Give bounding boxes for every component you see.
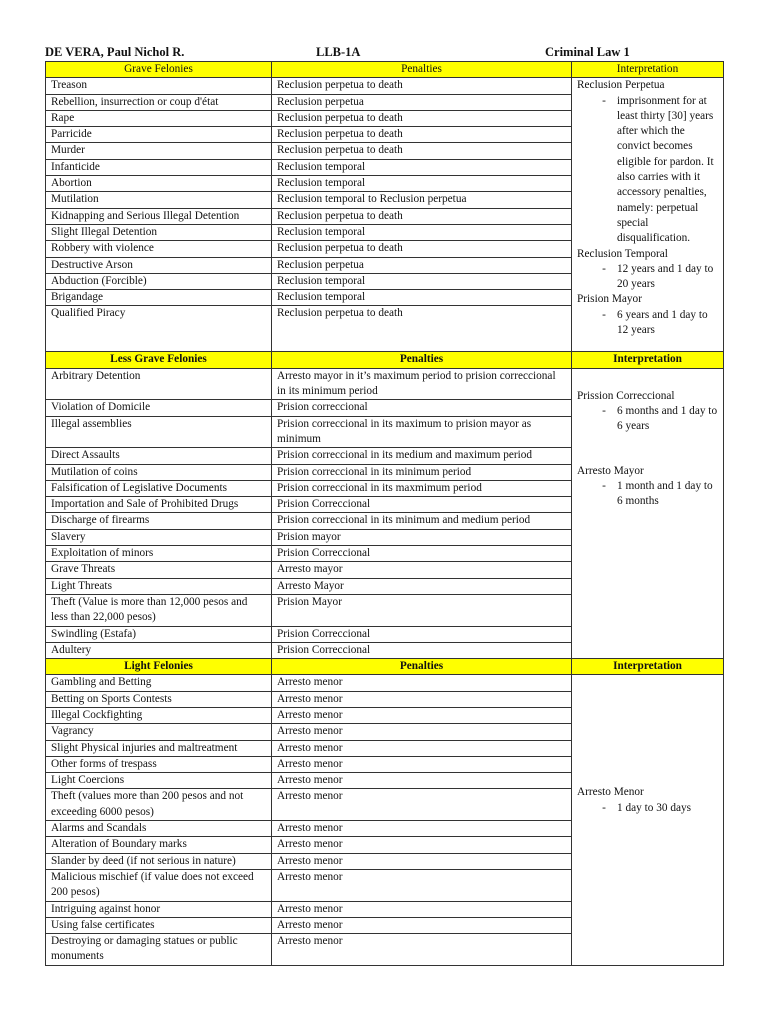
subject-title: Criminal Law 1 — [545, 45, 630, 59]
penalty: Reclusion perpetua to death — [272, 127, 572, 143]
dash-bullet-icon: - — [602, 479, 606, 492]
felony-name: Swindling (Estafa) — [46, 626, 272, 642]
felony-name: Slight Physical injuries and maltreatment — [46, 740, 272, 756]
felony-name: Qualified Piracy — [46, 306, 272, 352]
felony-name: Grave Threats — [46, 562, 272, 578]
grave-penalties-heading: Penalties — [272, 62, 572, 78]
felony-name: Exploitation of minors — [46, 546, 272, 562]
table-row — [46, 368, 724, 400]
less-grave-interpretation-heading: Interpretation — [572, 352, 724, 368]
interpretation-term: Reclusion Perpetua — [577, 79, 665, 92]
dash-bullet-icon: - — [602, 94, 606, 107]
penalty: Arresto menor — [272, 756, 572, 772]
penalty: Prision correccional in its medium and maximum period — [272, 448, 572, 464]
felony-name: Rape — [46, 110, 272, 126]
felony-name: Malicious mischief (if value does not exceed 200 pesos) — [46, 869, 272, 901]
penalty: Reclusion temporal to Reclusion perpetua — [272, 192, 572, 208]
dash-bullet-icon: - — [602, 801, 606, 814]
penalty: Reclusion perpetua to death — [272, 78, 572, 94]
penalty: Arresto menor — [272, 675, 572, 691]
penalty: Reclusion perpetua to death — [272, 208, 572, 224]
felony-name: Illegal Cockfighting — [46, 707, 272, 723]
penalty: Arresto menor — [272, 837, 572, 853]
interpretation-term: Prission Correccional — [577, 389, 675, 402]
felony-name: Abortion — [46, 176, 272, 192]
interpretation-description: 1 month and 1 day to 6 months — [617, 479, 713, 508]
interpretation-description: imprisonment for at least thirty [30] years after which the convict becomes eligible for pardon. It also carries with it accessory penalties, namely: perpetual special disqualification. — [617, 94, 714, 245]
interpretation-description: 1 day to 30 days — [617, 801, 692, 814]
student-name: DE VERA, Paul Nichol R. — [45, 45, 185, 59]
felony-name: Vagrancy — [46, 724, 272, 740]
felony-name: Destroying or damaging statues or public monuments — [46, 934, 272, 966]
penalty: Reclusion temporal — [272, 176, 572, 192]
grave-heading: Grave Felonies — [46, 62, 272, 78]
penalty: Reclusion temporal — [272, 159, 572, 175]
light-penalties-heading: Penalties — [272, 659, 572, 675]
penalty: Reclusion perpetua to death — [272, 143, 572, 159]
grave-section-header — [46, 62, 724, 78]
felony-name: Treason — [46, 78, 272, 94]
penalty: Reclusion perpetua to death — [272, 110, 572, 126]
felony-name: Murder — [46, 143, 272, 159]
penalty: Reclusion perpetua to death — [272, 306, 572, 352]
interpretation-item — [577, 479, 718, 510]
penalty: Arresto menor — [272, 901, 572, 917]
penalty: Prision correccional in its maxmimum period — [272, 480, 572, 496]
penalty: Prision Correccional — [272, 546, 572, 562]
table-row — [46, 675, 724, 691]
felony-name: Slavery — [46, 529, 272, 545]
penalty: Prision Mayor — [272, 594, 572, 626]
penalty: Arresto mayor — [272, 562, 572, 578]
felony-name: Falsification of Legislative Documents — [46, 480, 272, 496]
felony-name: Alteration of Boundary marks — [46, 837, 272, 853]
penalty: Arresto menor — [272, 917, 572, 933]
interpretation-item — [577, 308, 718, 339]
felony-name: Illegal assemblies — [46, 416, 272, 448]
penalty: Arresto menor — [272, 773, 572, 789]
penalty: Reclusion temporal — [272, 290, 572, 306]
less-grave-penalties-heading: Penalties — [272, 352, 572, 368]
less-grave-interpretation — [572, 368, 724, 658]
penalty: Reclusion perpetua to death — [272, 241, 572, 257]
felony-name: Other forms of trespass — [46, 756, 272, 772]
felony-name: Discharge of firearms — [46, 513, 272, 529]
felony-name: Slander by deed (if not serious in nature) — [46, 853, 272, 869]
interpretation-term: Prision Mayor — [577, 293, 642, 306]
penalty: Prision Correccional — [272, 497, 572, 513]
penalty: Reclusion perpetua — [272, 94, 572, 110]
interpretation-term: Arresto Mayor — [577, 464, 644, 477]
felony-name: Theft (values more than 200 pesos and not exceeding 6000 pesos) — [46, 789, 272, 821]
felony-name: Abduction (Forcible) — [46, 273, 272, 289]
felony-name: Destructive Arson — [46, 257, 272, 273]
interpretation-item — [577, 94, 718, 247]
felony-name: Parricide — [46, 127, 272, 143]
penalty: Reclusion temporal — [272, 273, 572, 289]
felony-name: Betting on Sports Contests — [46, 691, 272, 707]
felony-name: Rebellion, insurrection or coup d'état — [46, 94, 272, 110]
penalty: Arresto menor — [272, 724, 572, 740]
light-interpretation — [572, 675, 724, 965]
interpretation-term: Arresto Menor — [577, 786, 644, 799]
felony-name: Slight Illegal Detention — [46, 224, 272, 240]
felony-name: Gambling and Betting — [46, 675, 272, 691]
penalty: Prision correccional — [272, 400, 572, 416]
felony-name: Kidnapping and Serious Illegal Detention — [46, 208, 272, 224]
felony-name: Importation and Sale of Prohibited Drugs — [46, 497, 272, 513]
dash-bullet-icon: - — [602, 405, 606, 418]
penalty: Prision correccional in its maximum to prision mayor as minimum — [272, 416, 572, 448]
felony-name: Robbery with violence — [46, 241, 272, 257]
penalty: Arresto menor — [272, 821, 572, 837]
less-grave-section-header — [46, 352, 724, 368]
penalty: Arresto menor — [272, 853, 572, 869]
penalty: Reclusion perpetua — [272, 257, 572, 273]
interpretation-description: 6 months and 1 day to 6 years — [617, 405, 718, 433]
penalty: Arresto menor — [272, 691, 572, 707]
felony-name: Light Coercions — [46, 773, 272, 789]
light-interpretation-heading: Interpretation — [572, 659, 724, 675]
penalty: Prision correccional in its minimum period — [272, 464, 572, 480]
penalty: Arresto menor — [272, 934, 572, 966]
penalty: Prision Correccional — [272, 626, 572, 642]
penalty: Arresto menor — [272, 869, 572, 901]
table-row — [46, 78, 724, 94]
felony-name: Intriguing against honor — [46, 901, 272, 917]
penalty: Arresto menor — [272, 707, 572, 723]
light-heading: Light Felonies — [46, 659, 272, 675]
penalty: Reclusion temporal — [272, 224, 572, 240]
dash-bullet-icon: - — [602, 308, 606, 321]
felony-name: Adultery — [46, 642, 272, 658]
felony-name: Direct Assaults — [46, 448, 272, 464]
document-header — [45, 45, 725, 61]
penalty: Arresto menor — [272, 740, 572, 756]
interpretation-item — [577, 262, 718, 293]
interpretation-item — [577, 404, 718, 435]
interpretation-item — [577, 801, 718, 816]
felony-name: Alarms and Scandals — [46, 821, 272, 837]
grave-interpretation-heading: Interpretation — [572, 62, 724, 78]
less-grave-heading: Less Grave Felonies — [46, 352, 272, 368]
penalty: Arresto Mayor — [272, 578, 572, 594]
interpretation-term: Reclusion Temporal — [577, 247, 668, 260]
course-code: LLB-1A — [316, 45, 361, 59]
felony-name: Using false certificates — [46, 917, 272, 933]
felony-name: Theft (Value is more than 12,000 pesos and less than 22,000 pesos) — [46, 594, 272, 626]
dash-bullet-icon: - — [602, 262, 606, 275]
penalty: Arresto menor — [272, 789, 572, 821]
felonies-table — [45, 61, 724, 966]
penalty: Prision mayor — [272, 529, 572, 545]
penalty: Prision Correccional — [272, 642, 572, 658]
interpretation-description: 6 years and 1 day to 12 years — [617, 308, 708, 337]
felony-name: Infanticide — [46, 159, 272, 175]
felony-name: Mutilation — [46, 192, 272, 208]
felony-name: Brigandage — [46, 290, 272, 306]
felony-name: Arbitrary Detention — [46, 368, 272, 400]
interpretation-description: 12 years and 1 day to 20 years — [617, 262, 714, 291]
felony-name: Mutilation of coins — [46, 464, 272, 480]
light-section-header — [46, 659, 724, 675]
felony-name: Light Threats — [46, 578, 272, 594]
felony-name: Violation of Domicile — [46, 400, 272, 416]
grave-interpretation — [572, 78, 724, 352]
penalty: Prision correccional in its minimum and medium period — [272, 513, 572, 529]
penalty: Arresto mayor in it’s maximum period to prision correccional in its minimum period — [272, 368, 572, 400]
